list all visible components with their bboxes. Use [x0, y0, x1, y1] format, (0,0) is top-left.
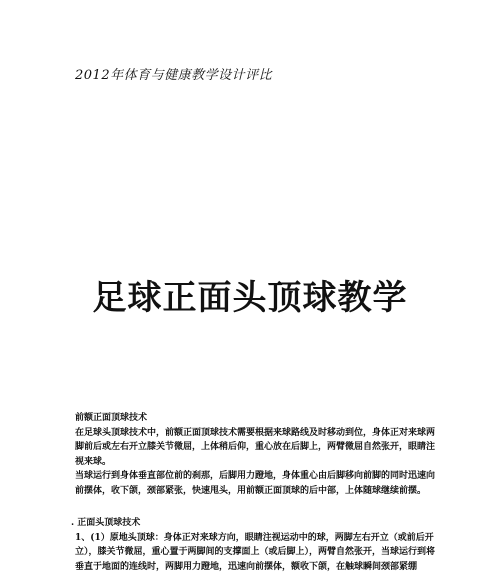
section-heading: 前额正面顶球技术	[75, 413, 148, 423]
section-heading: . 正面头顶球技术	[71, 518, 141, 528]
document-subtitle: 2012年体育与健康教学设计评比	[75, 68, 273, 83]
section-paragraph: 在足球头顶球技术中，前额正面顶球技术需要根据来球路线及时移动到位，身体正对来球两脚前后或左右开立膝关节微屈，上体稍后仰，重心放在后脚上，两臂微屈自然张开，眼睛注视来球。	[75, 427, 436, 467]
section-paragraph: 1、(1）原地头顶球：身体正对来球方向，眼睛注视运动中的球，两脚左右开立（或前后开立），膝关节微屈，重心置于两脚间的支撑面上（或后脚上），两臂自然张开，当球运行到将垂直于地面的连线时，两脚用力蹬地，迅速向前摆体，额收下颌，在触球瞬间颈部紧绷	[75, 532, 436, 572]
section-front-heading-technique	[71, 516, 436, 574]
section-frontal-heading-technique	[75, 411, 435, 499]
section-paragraph: 当球运行到身体垂直部位前的刹那，后脚用力蹬地，身体重心由后脚移向前脚的同时迅速向前摆体，收下颌，颈部紧张，快速甩头，用前额正面顶球的后中部，上体随球继续前摆。	[75, 471, 436, 496]
document-title: 足球正面头顶球教学	[92, 278, 408, 318]
